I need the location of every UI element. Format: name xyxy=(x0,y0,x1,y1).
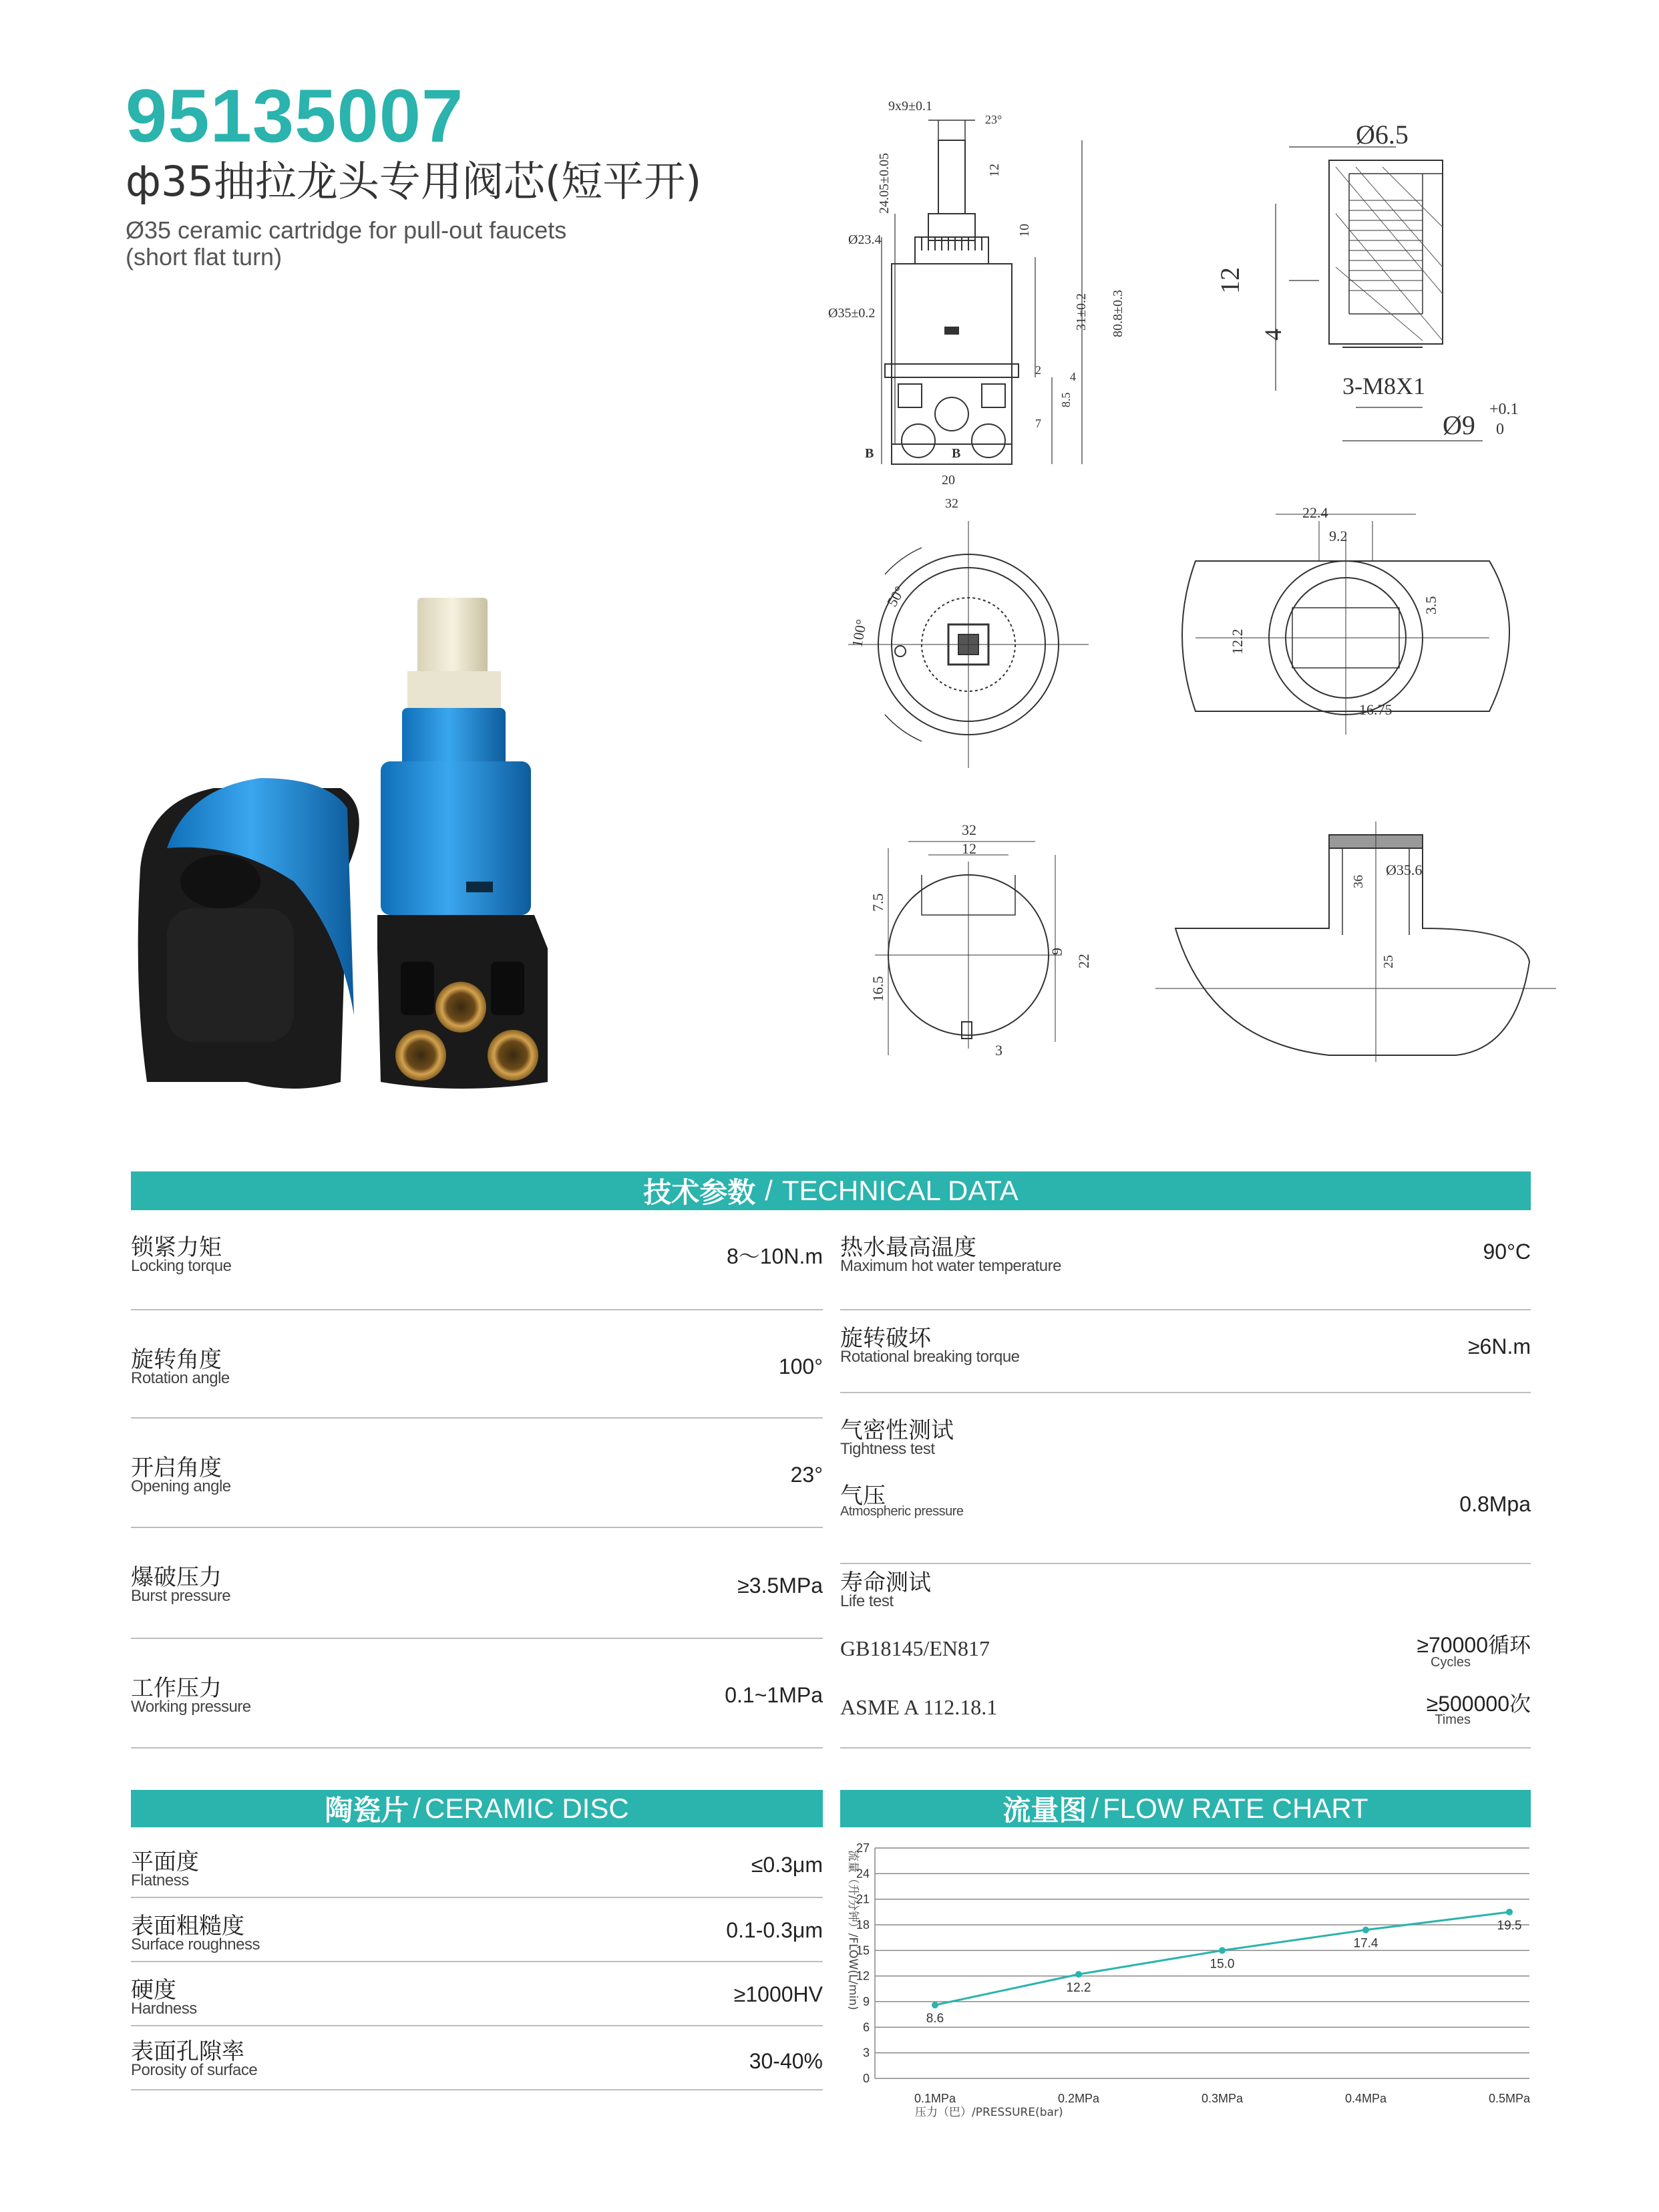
ceramic-label-en: Surface roughness xyxy=(131,1936,260,1954)
spec-label-en: Burst pressure xyxy=(131,1587,231,1605)
brass-insert-top xyxy=(435,982,486,1033)
chart-x-tick-label: 0.3MPa xyxy=(1201,2092,1244,2105)
chart-data-labels xyxy=(926,1919,1522,2026)
header-separator: / xyxy=(765,1175,773,1206)
chart-x-tick-label: 0.1MPa xyxy=(914,2092,956,2105)
ceramic-row-roughness xyxy=(131,1898,823,1962)
ceramic-value: ≤0.3μm xyxy=(751,1853,823,1877)
ceramic-label-en: Porosity of surface xyxy=(131,2061,258,2079)
spec-label-en: Maximum hot water temperature xyxy=(840,1257,1061,1275)
chart-data-label: 15.0 xyxy=(1210,1957,1235,1972)
spec-label-cn: 气密性测试 xyxy=(840,1417,954,1444)
chart-y-tick-label: 27 xyxy=(856,1841,870,1855)
spec-value: 0.1~1MPa xyxy=(725,1683,823,1707)
spec-value: 23° xyxy=(790,1463,823,1487)
dim-label: 20 xyxy=(942,473,955,488)
bottom-view xyxy=(875,842,1062,1055)
chart-y-tick-label: 12 xyxy=(856,1969,870,1983)
spec-value: 0.8Mpa xyxy=(1459,1492,1531,1516)
ceramic-value: ≥1000HV xyxy=(733,1982,823,2006)
chart-data-point xyxy=(1506,1909,1513,1915)
product-title-en-line2: (short flat turn) xyxy=(126,243,283,271)
spec-label-cn: 寿命测试 xyxy=(840,1570,931,1596)
spec-label-cn: 锁紧力矩 xyxy=(131,1234,222,1261)
spec-row-tightness xyxy=(840,1393,1531,1564)
flow-rate-chart xyxy=(835,1830,1536,2124)
spec-row-max-hot-water xyxy=(840,1222,1531,1310)
spec-row-rotation-angle xyxy=(131,1310,823,1419)
body-slot xyxy=(466,882,493,892)
technical-data-header xyxy=(131,1171,1531,1210)
brass-insert-left xyxy=(395,1030,446,1081)
dim-label: 9x9±0.1 xyxy=(888,99,932,114)
dim-label: 80.8±0.3 xyxy=(1111,290,1125,337)
life-value-2: ≥500000次 xyxy=(1426,1692,1531,1716)
spec-row-life-test xyxy=(840,1564,1531,1748)
section-mark: B xyxy=(865,446,874,461)
chart-y-tick-label: 18 xyxy=(856,1918,870,1931)
life-standard-2: ASME A 112.18.1 xyxy=(840,1695,998,1719)
spec-label-en: Life test xyxy=(840,1592,894,1610)
ceramic-disc-header-en: CERAMIC DISC xyxy=(424,1793,629,1824)
dim-label: 4 xyxy=(1070,370,1076,383)
product-photo xyxy=(127,588,608,1109)
chart-x-ticks xyxy=(914,2092,1531,2105)
ceramic-row-flatness xyxy=(131,1838,823,1898)
angle-label: 100° xyxy=(848,618,870,649)
chart-data-label: 19.5 xyxy=(1497,1918,1522,1933)
chart-data-point xyxy=(932,2002,938,2008)
dim-label: 16.5 xyxy=(870,976,886,1002)
chart-y-tick-label: 6 xyxy=(862,2020,870,2034)
dim-label: 31±0.2 xyxy=(1074,293,1089,331)
chart-y-tick-label: 9 xyxy=(862,1995,870,2008)
spec-label-cn: 旋转角度 xyxy=(131,1346,222,1373)
flow-rate-header xyxy=(840,1790,1531,1827)
header-separator: / xyxy=(1091,1793,1099,1824)
section-mark: B xyxy=(952,446,961,461)
ceramic-value: 0.1-0.3μm xyxy=(726,1918,823,1942)
ceramic-label-cn: 硬度 xyxy=(131,1977,176,2004)
chart-y-tick-label: 21 xyxy=(856,1892,870,1906)
life-unit-1: Cycles xyxy=(1430,1655,1471,1670)
life-standard-1: GB18145/EN817 xyxy=(840,1636,990,1660)
dim-label: 32 xyxy=(962,821,976,838)
ceramic-value: 30-40% xyxy=(749,2049,823,2073)
spec-label-cn: 旋转破坏 xyxy=(840,1325,931,1352)
spec-label-cn: 工作压力 xyxy=(131,1675,222,1702)
spec-row-opening-angle xyxy=(131,1419,823,1528)
chart-grid xyxy=(875,1848,1529,2078)
spec-row-breaking-torque xyxy=(840,1310,1531,1393)
dim-label: 32 xyxy=(945,496,958,511)
dim-label: 22.4 xyxy=(1302,504,1328,521)
spec-label-cn: 爆破压力 xyxy=(131,1564,222,1591)
chart-data-point xyxy=(1362,1927,1369,1933)
dim-label: 7.5 xyxy=(870,893,886,912)
dim-label: Ø6.5 xyxy=(1356,120,1409,150)
spec-label-en: Rotation angle xyxy=(131,1369,230,1387)
ceramic-row-porosity xyxy=(131,2026,823,2090)
chart-data-point xyxy=(1219,1947,1226,1954)
handle-top-view xyxy=(1182,514,1509,735)
spec-label-cn: 开启角度 xyxy=(131,1455,222,1481)
front-view xyxy=(882,120,1082,464)
spec-label-en: Atmospheric pressure xyxy=(840,1504,964,1519)
technical-data-header-cn: 技术参数 xyxy=(643,1176,756,1209)
chart-y-tick-label: 24 xyxy=(856,1867,870,1881)
chart-data-label: 17.4 xyxy=(1353,1936,1378,1951)
dim-label: 7 xyxy=(1035,417,1041,430)
spec-label-cn: 气压 xyxy=(840,1483,886,1509)
dim-label: Ø9 xyxy=(1443,410,1475,440)
spec-row-locking-torque xyxy=(131,1222,823,1310)
technical-data-header-en: TECHNICAL DATA xyxy=(781,1175,1019,1206)
model-number: 95135007 xyxy=(126,74,464,158)
dim-label: 25 xyxy=(1381,955,1396,968)
chart-data-label: 8.6 xyxy=(926,2012,944,2026)
spec-label-cn: 热水最高温度 xyxy=(840,1234,976,1261)
ceramic-row-hardness xyxy=(131,1962,823,2026)
dim-label: 12 xyxy=(1215,267,1245,294)
spec-row-burst-pressure xyxy=(131,1528,823,1639)
chart-y-tick-label: 3 xyxy=(862,2046,870,2060)
spec-label-en: Tightness test xyxy=(840,1440,935,1458)
chart-data-label: 12.2 xyxy=(1066,1981,1091,1996)
angle-label: 50° xyxy=(883,583,908,610)
spec-label-en: Rotational breaking torque xyxy=(840,1348,1020,1366)
chart-x-tick-label: 0.4MPa xyxy=(1344,2092,1387,2105)
brass-insert-right xyxy=(488,1030,538,1081)
ceramic-disc-header xyxy=(131,1790,823,1827)
product-title-cn: ф35抽拉龙头专用阀芯(短平开) xyxy=(126,157,702,206)
dim-label: 0 xyxy=(1496,421,1504,438)
ceramic-label-en: Flatness xyxy=(131,1871,189,1889)
dim-label: 12 xyxy=(962,840,976,857)
cartridge-body xyxy=(381,761,531,915)
product-title-en-line1: Ø35 ceramic cartridge for pull-out faucets xyxy=(126,216,567,244)
dim-label: 3.5 xyxy=(1423,596,1439,614)
chart-y-tick-label: 15 xyxy=(856,1944,870,1958)
spec-value: 8～10N.m xyxy=(726,1244,823,1268)
spec-value: ≥3.5MPa xyxy=(737,1574,823,1598)
life-value-1: ≥70000循环 xyxy=(1417,1633,1531,1657)
technical-drawings xyxy=(821,94,1576,1069)
dim-label: 10 xyxy=(1017,224,1032,237)
dim-label: 9.2 xyxy=(1329,528,1348,544)
spec-label-en: Working pressure xyxy=(131,1698,251,1716)
ceramic-label-cn: 表面孔隙率 xyxy=(131,2038,244,2065)
dim-label: 2 xyxy=(1035,363,1041,377)
life-unit-2: Times xyxy=(1435,1712,1471,1727)
dim-label: +0.1 xyxy=(1489,401,1519,418)
spec-value: 100° xyxy=(778,1354,823,1378)
top-view xyxy=(848,521,1089,768)
base-window-right xyxy=(491,962,524,1015)
dim-label: 9 xyxy=(1049,948,1065,955)
stem-base xyxy=(407,671,501,711)
dim-label: 23° xyxy=(985,113,1002,126)
dim-label: 16.75 xyxy=(1359,701,1393,718)
chart-y-tick-label: 0 xyxy=(862,2072,870,2085)
spec-label-en: Locking torque xyxy=(131,1257,232,1275)
dim-label: 24.05±0.05 xyxy=(877,153,892,214)
flow-rate-header-en: FLOW RATE CHART xyxy=(1103,1793,1368,1824)
ceramic-disc-header-cn: 陶瓷片 xyxy=(325,1794,409,1827)
chart-y-axis-label: 流量（升/分钟）/FLOW(L/min) xyxy=(846,1850,860,2010)
dim-label: 12 xyxy=(987,164,1002,177)
base-window-left xyxy=(401,962,434,1015)
dim-label: 4 xyxy=(1260,329,1286,341)
chart-x-tick-label: 0.2MPa xyxy=(1057,2092,1100,2105)
spec-value: 90°C xyxy=(1483,1240,1531,1264)
dim-label: 3-M8X1 xyxy=(1342,373,1425,399)
dim-label: Ø35.6 xyxy=(1386,862,1423,878)
chart-data-point xyxy=(1075,1971,1082,1978)
dim-label: 12.2 xyxy=(1229,628,1246,655)
left-cartridge-port xyxy=(180,855,260,908)
flow-rate-header-cn: 流量图 xyxy=(1002,1794,1087,1827)
spec-label-en: Opening angle xyxy=(131,1477,231,1495)
ceramic-label-cn: 表面粗糙度 xyxy=(131,1913,244,1940)
product-title-en xyxy=(126,217,660,271)
chart-x-axis-label: 压力（巴）/PRESSURE(bar) xyxy=(915,2106,1063,2119)
header-separator: / xyxy=(413,1793,421,1824)
dim-label: 36 xyxy=(1351,875,1366,888)
knurled-ring xyxy=(402,708,506,768)
ceramic-label-cn: 平面度 xyxy=(131,1849,199,1875)
handle-side-section xyxy=(1155,821,1556,1062)
dim-label: Ø35±0.2 xyxy=(828,306,876,321)
dim-label: 3 xyxy=(995,1042,1002,1059)
spec-value: ≥6N.m xyxy=(1467,1334,1531,1358)
ceramic-label-en: Hardness xyxy=(131,2000,197,2018)
left-cartridge-lobes xyxy=(167,908,294,1042)
dim-label: Ø23.4 xyxy=(848,232,882,247)
chart-x-tick-label: 0.5MPa xyxy=(1488,2092,1531,2105)
spec-row-working-pressure xyxy=(131,1639,823,1748)
dim-label: 8.5 xyxy=(1059,392,1073,407)
dim-label: 22 xyxy=(1075,954,1092,968)
